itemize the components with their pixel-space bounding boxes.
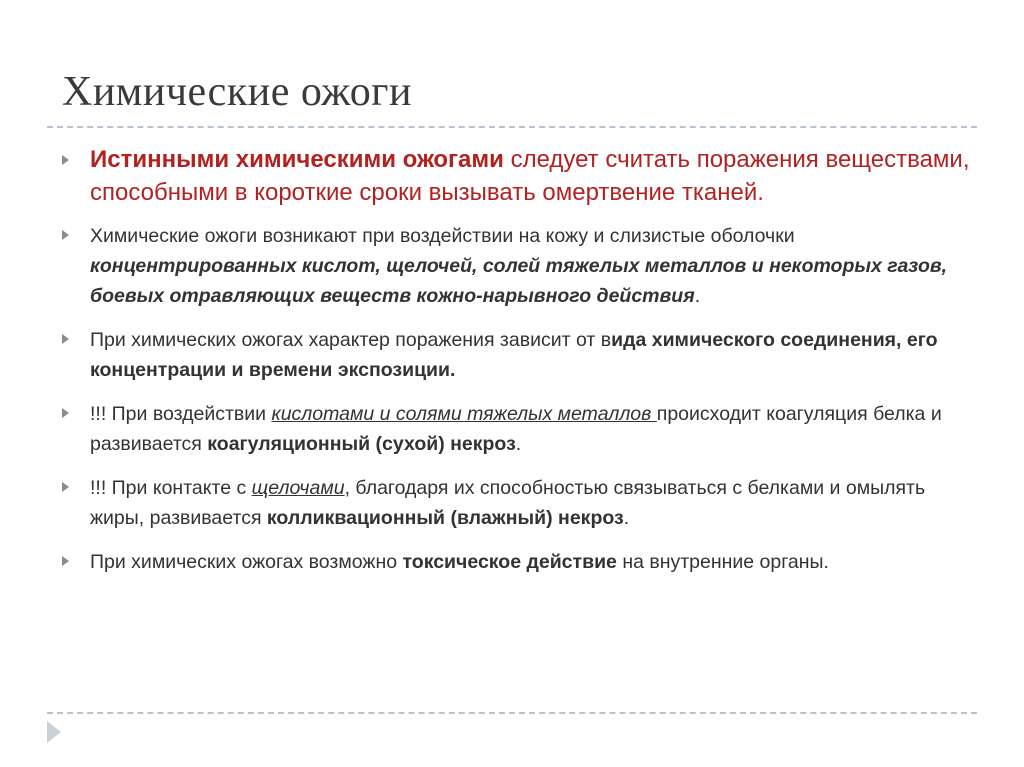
bullet-text: следует считать поражения веществами, способными в короткие сроки вызывать омертвение тканей.: [90, 146, 970, 206]
bullet-text-bold-italic: концентрированных кислот, щелочей, солей тяжелых металлов и некоторых газов, боевых отравляющих веществ кожно-нарывного действия: [90, 255, 948, 307]
bullet-text-bold: колликвационный (влажный) некроз: [266, 507, 624, 529]
bullet-text: .: [623, 507, 630, 529]
bullet-item-2: [62, 221, 972, 311]
bullet-text-bold: Истинными химическими ожогами: [90, 146, 504, 173]
bullet-list: [62, 143, 972, 591]
footer-divider: [47, 712, 977, 714]
bullet-text: .: [694, 285, 701, 307]
bullet-text: .: [515, 433, 522, 455]
bullet-text-bold: коагуляционный (сухой) некроз: [207, 433, 516, 455]
bullet-marker-icon: [62, 155, 69, 165]
bullet-text: При химических ожогах возможно: [90, 551, 403, 573]
bullet-text: При химических ожогах характер поражения зависит от в: [90, 329, 612, 351]
bullet-text: происходит коагуляция белка и развивается: [90, 403, 942, 455]
title-divider: [47, 126, 977, 128]
corner-triangle-icon: [47, 721, 61, 743]
bullet-text-bold: токсическое действие: [402, 551, 617, 573]
bullet-text: , благодаря их способностью связываться с белками и омылять жиры, развивается: [90, 477, 926, 529]
bullet-item-3: [62, 325, 972, 385]
bullet-marker-icon: [62, 230, 69, 240]
bullet-text: на внутренние органы.: [616, 551, 829, 573]
bullet-text-italic-underline: кислотами и солями тяжелых металлов: [271, 403, 657, 425]
slide-title: Химические ожоги: [62, 69, 412, 115]
bullet-marker-icon: [62, 408, 69, 418]
bullet-item-6: [62, 547, 972, 577]
bullet-marker-icon: [62, 334, 69, 344]
bullet-marker-icon: [62, 556, 69, 566]
bullet-marker-icon: [62, 482, 69, 492]
bullet-item-1: [62, 143, 972, 209]
bullet-text: Химические ожоги возникают при воздействии на кожу и слизистые оболочки: [90, 225, 795, 247]
bullet-item-4: [62, 399, 972, 459]
bullet-text-italic-underline: щелочами: [251, 477, 345, 499]
bullet-item-5: [62, 473, 972, 533]
bullet-text-bold: ида химического соединения, его концентрации и времени экспозиции.: [90, 329, 938, 381]
bullet-text: !!! При воздействии: [90, 403, 272, 425]
bullet-text: !!! При контакте с: [90, 477, 252, 499]
